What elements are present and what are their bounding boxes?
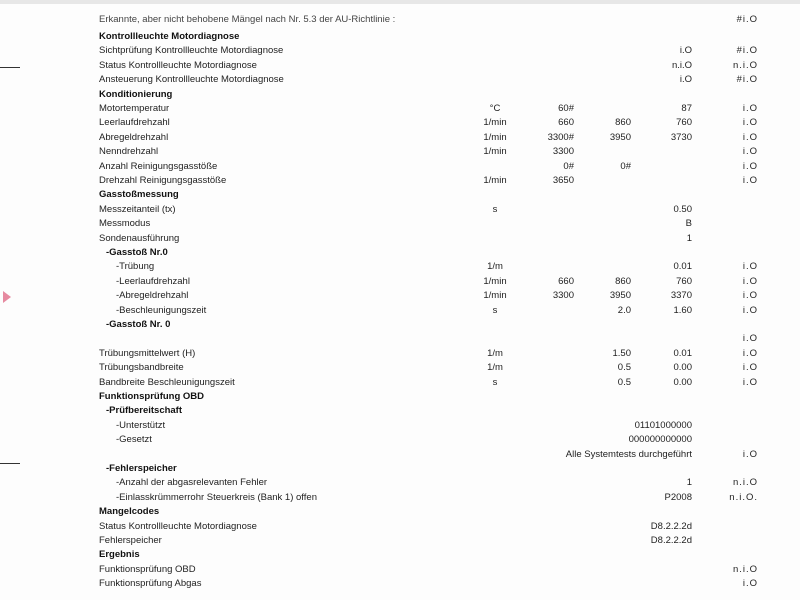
actual-cell: i.O <box>679 74 692 86</box>
report-row <box>0 520 800 534</box>
actual-cell: 01101000000 <box>634 419 692 431</box>
section-heading-row <box>0 30 800 44</box>
result-cell: i.O <box>742 160 758 172</box>
row-label: Motortemperatur <box>99 103 170 114</box>
unit-cell: 1/m <box>487 362 503 374</box>
actual-cell: 0.00 <box>673 362 692 374</box>
result-cell: n.i.O <box>732 563 758 575</box>
report-row <box>0 289 800 303</box>
nominal-cell: 60# <box>558 103 574 114</box>
result-cell: n.i.O. <box>729 491 758 503</box>
section-heading-row <box>0 462 800 476</box>
section-heading-row <box>0 318 800 332</box>
actual-cell: 0.01 <box>673 347 692 359</box>
max-cell: 0# <box>620 160 631 172</box>
unit-cell: 1/min <box>483 175 507 186</box>
max-cell: 860 <box>615 275 631 287</box>
report-row <box>0 491 800 505</box>
note-label: Erkannte, aber nicht behobene Mängel nach Nr. 5.3 der AU-Richtlinie : <box>99 14 396 25</box>
unit-cell: 1/min <box>483 290 507 302</box>
section-heading-row <box>0 548 800 562</box>
unit-cell: 1/min <box>483 131 507 143</box>
row-label: -Gasstoß Nr.0 <box>106 247 168 258</box>
nominal-cell: 3300 <box>552 146 574 158</box>
report-row <box>0 361 800 375</box>
nominal-cell: 0# <box>563 160 574 172</box>
row-label: -Anzahl der abgasrelevanten Fehler <box>116 477 268 489</box>
nominal-cell: 3300# <box>547 131 574 143</box>
unit-cell: 1/m <box>487 261 503 273</box>
result-cell: #i.O <box>736 74 758 86</box>
result-cell: i.O <box>742 362 758 374</box>
row-label: Sichtprüfung Kontrollleuchte Motordiagnose <box>99 45 284 57</box>
row-label: Status Kontrollleuchte Motordiagnose <box>99 59 257 71</box>
report-row <box>0 116 800 130</box>
result-cell: #i.O <box>736 45 758 57</box>
report-row <box>0 433 800 447</box>
max-cell: 860 <box>615 117 631 129</box>
unit-cell: s <box>492 376 498 388</box>
result-cell: i.O <box>742 376 758 388</box>
report-row <box>0 419 800 433</box>
row-label: Messmodus <box>99 218 151 230</box>
row-label: -Trübung <box>116 261 155 273</box>
unit-cell: 1/min <box>483 146 507 158</box>
row-label: Fehlerspeicher <box>99 535 162 546</box>
unit-cell: 1/m <box>487 347 503 359</box>
nominal-cell: 3300 <box>552 290 574 302</box>
actual-cell: B <box>685 218 692 230</box>
actual-cell: D8.2.2.2d <box>650 535 692 546</box>
result-cell: i.O <box>742 175 758 186</box>
row-label: Sondenausführung <box>99 232 180 244</box>
result-cell: i.O <box>742 146 758 158</box>
actual-cell: 1.60 <box>673 304 692 316</box>
row-label: -Leerlaufdrehzahl <box>116 275 190 287</box>
result-cell: n.i.O <box>732 59 758 71</box>
nominal-cell: 660 <box>558 117 574 129</box>
actual-cell: 1 <box>686 477 692 489</box>
max-cell: 1.50 <box>612 347 631 359</box>
row-label: Kontrollleuchte Motordiagnose <box>99 31 240 42</box>
row-label: Konditionierung <box>99 88 173 100</box>
actual-cell: 3370 <box>670 290 692 302</box>
report-row <box>0 448 800 462</box>
report-row <box>0 577 800 591</box>
result-cell: i.O <box>742 578 758 590</box>
report-row <box>0 174 800 188</box>
max-cell: 0.5 <box>617 362 631 374</box>
row-label: Mangelcodes <box>99 506 160 518</box>
row-label: Trübungsmittelwert (H) <box>99 347 196 359</box>
report-row <box>0 59 800 73</box>
actual-cell: D8.2.2.2d <box>650 520 692 532</box>
row-label: -Unterstützt <box>116 419 166 431</box>
actual-cell: 000000000000 <box>628 434 692 446</box>
row-label: Funktionsprüfung Abgas <box>99 578 202 590</box>
report-row <box>0 102 800 116</box>
row-label: Gasstoßmessung <box>99 189 179 201</box>
row-label: Funktionsprüfung OBD <box>99 563 196 575</box>
unit-cell: s <box>492 304 498 316</box>
unit-cell: s <box>492 203 498 215</box>
row-label: Messzeitanteil (tx) <box>99 203 176 215</box>
result-cell: n.i.O <box>732 477 758 489</box>
row-label: Nenndrehzahl <box>99 146 159 158</box>
max-cell: 3950 <box>609 131 631 143</box>
report-row <box>0 232 800 246</box>
actual-cell: 760 <box>676 117 692 129</box>
section-heading-row <box>0 188 800 202</box>
row-label: -Beschleunigungszeit <box>116 304 207 316</box>
row-label: Drehzahl Reinigungsgasstöße <box>99 175 227 186</box>
note-cell: Alle Systemtests durchgeführt <box>565 448 692 460</box>
result-cell: i.O <box>742 347 758 359</box>
max-cell: 3950 <box>609 290 631 302</box>
report-row <box>0 563 800 577</box>
report-row <box>0 476 800 490</box>
row-label: Bandbreite Beschleunigungszeit <box>99 376 235 388</box>
row-label: Anzahl Reinigungsgasstöße <box>99 160 218 172</box>
report-row <box>0 203 800 217</box>
report-row <box>0 534 800 548</box>
section-heading-row <box>0 88 800 102</box>
result-cell: i.O <box>742 261 758 273</box>
row-label: Ergebnis <box>99 549 140 561</box>
actual-cell: 760 <box>676 275 692 287</box>
result-cell: i.O <box>742 103 758 114</box>
section-heading-row <box>0 404 800 418</box>
actual-cell: 0.50 <box>673 203 692 215</box>
actual-cell: 87 <box>681 103 692 114</box>
unit-cell: °C <box>489 103 501 114</box>
row-label: -Prüfbereitschaft <box>106 405 183 417</box>
report-row <box>0 131 800 145</box>
report-row <box>0 332 800 346</box>
actual-cell: 3730 <box>670 131 692 143</box>
unit-cell: 1/min <box>483 275 507 287</box>
max-cell: 0.5 <box>617 376 631 388</box>
actual-cell: 0.00 <box>673 376 692 388</box>
result-cell: i.O <box>742 333 758 345</box>
report-row <box>0 275 800 289</box>
actual-cell: n.i.O <box>671 59 692 71</box>
result-cell: i.O <box>742 290 758 302</box>
result-cell: i.O <box>742 117 758 129</box>
report-row <box>0 217 800 231</box>
actual-cell: P2008 <box>664 491 692 503</box>
report-row <box>0 160 800 174</box>
report-row <box>0 145 800 159</box>
row-label: -Gasstoß Nr. 0 <box>106 319 171 330</box>
report-row <box>0 304 800 318</box>
section-heading-row <box>0 505 800 519</box>
result-cell: i.O <box>742 448 758 460</box>
section-heading-row <box>0 390 800 404</box>
result-cell: i.O <box>742 275 758 287</box>
row-label: Ansteuerung Kontrollleuchte Motordiagnose <box>99 74 284 86</box>
top-edge-strip <box>0 0 800 4</box>
actual-cell: 0.01 <box>673 261 692 273</box>
result-cell: #i.O <box>736 14 758 25</box>
nominal-cell: 660 <box>558 275 574 287</box>
max-cell: 2.0 <box>617 304 631 316</box>
result-cell: i.O <box>742 131 758 143</box>
nominal-cell: 3650 <box>552 175 574 186</box>
row-label: Funktionsprüfung OBD <box>99 391 205 402</box>
actual-cell: i.O <box>679 45 692 57</box>
section-heading-row <box>0 246 800 260</box>
report-row <box>0 73 800 87</box>
report-row <box>0 347 800 361</box>
row-label: -Gesetzt <box>116 434 152 446</box>
report-row <box>0 44 800 58</box>
report-row <box>0 260 800 274</box>
actual-cell: 1 <box>686 232 692 244</box>
row-label: -Fehlerspeicher <box>106 463 177 474</box>
row-label: -Abregeldrehzahl <box>116 290 189 302</box>
unit-cell: 1/min <box>483 117 507 129</box>
report-row <box>0 376 800 390</box>
note-row <box>0 13 800 27</box>
row-label: -Einlasskrümmerrohr Steuerkreis (Bank 1) offen <box>116 491 317 503</box>
row-label: Trübungsbandbreite <box>99 362 184 374</box>
row-label: Abregeldrehzahl <box>99 131 169 143</box>
result-cell: i.O <box>742 304 758 316</box>
row-label: Leerlaufdrehzahl <box>99 117 170 129</box>
row-label: Status Kontrollleuchte Motordiagnose <box>99 520 257 532</box>
